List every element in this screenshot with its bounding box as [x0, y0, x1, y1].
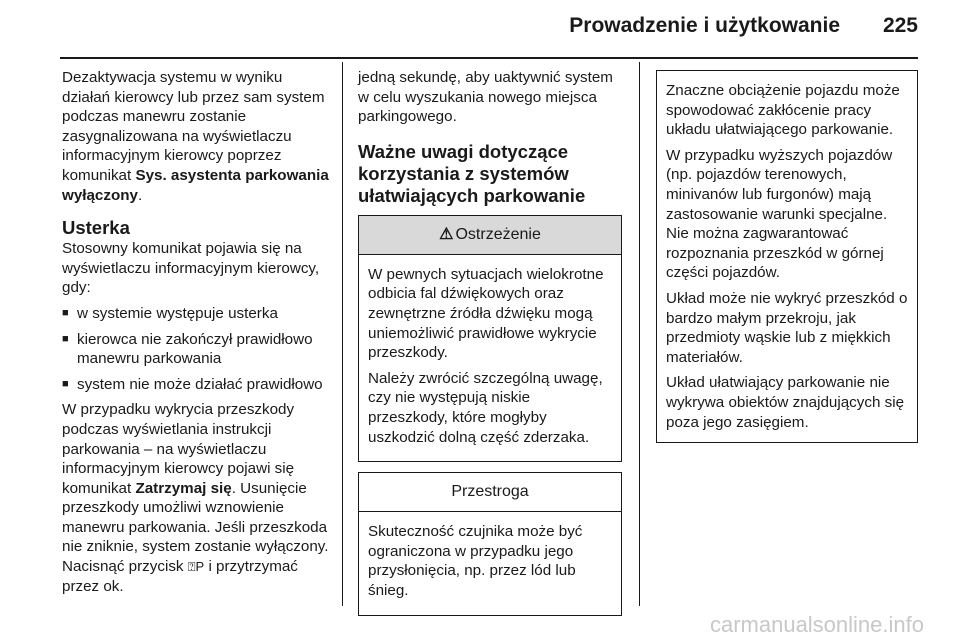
caution-continued-box: [656, 70, 918, 443]
obstacle-paragraph: W przypadku wykrycia przeszkody podczas wyświetlania instrukcji parkowania – na wyświetlaczu informacyjnym kierowcy pojawi się komunikat Zatrzymaj się. Usunięcie przeszkody umożliwi wznowienie manewru parkowania. Jeśli przeszkoda nie zniknie, system zostanie wyłączony. Nacisnąć przycisk ⍰P i przytrzymać przez ok.: [62, 401, 329, 595]
message-sys-asystenta: Sys. asystenta parkowania wyłączony: [62, 166, 329, 204]
page-number: 225: [882, 14, 918, 37]
caution-paragraph-1: Skuteczność czujnika może być ograniczona w przypadku jego przysłonięcia, np. przez lód lub śnieg.: [368, 523, 583, 599]
column-divider-2: [639, 62, 640, 606]
warning-icon: ⚠: [439, 225, 454, 243]
warning-box-body: [359, 255, 621, 461]
list-item: ■ w systemie występuje usterka: [62, 304, 330, 324]
header-divider: [60, 57, 918, 59]
heading-usterka: Usterka: [62, 217, 130, 239]
fault-paragraph: Stosowny komunikat pojawia się na wyświetlaczu informacyjnym kierowcy, gdy:: [62, 240, 320, 297]
caution-box-body: [359, 512, 621, 614]
spacer: [358, 462, 622, 472]
warning-paragraph-2: Należy zwrócić szczególną uwagę, czy nie występują niskie przeszkody, które mogłyby uszkodzić dolną część zderzaka.: [368, 369, 603, 446]
message-zatrzymaj: Zatrzymaj się: [135, 479, 232, 497]
warning-paragraph-1: W pewnych sytuacjach wielokrotne odbicia fal dźwiękowych oraz zewnętrzne źródła dźwięku mogą uniemożliwić prawidłowe wykrycie przeszkody.: [368, 265, 604, 362]
warning-box: [358, 215, 622, 462]
column-divider-1: [342, 62, 343, 606]
column-2: [358, 68, 622, 616]
page-title: Prowadzenie i użytkowanie: [569, 14, 840, 37]
list-item: ■ system nie może działać prawidłowo: [62, 375, 330, 395]
column-3: [656, 68, 918, 443]
caution-box: [358, 472, 622, 615]
caution-paragraph-3: W przypadku wyższych pojazdów (np. pojazdów terenowych, minivanów lub furgonów) mają zastosowanie warunki specjalne. Nie można zagwarantować rozpoznania przeszkód w górnej części pojazdów.: [666, 146, 893, 282]
fault-list: [62, 304, 330, 394]
heading-important-notes: Ważne uwagi dotyczące korzystania z systemów ułatwiających parkowanie: [358, 140, 586, 206]
continued-paragraph: jedną sekundę, aby uaktywnić system w celu wyszukania nowego miejsca parkingowego.: [358, 69, 613, 126]
caution-box-header: [359, 473, 621, 512]
watermark: carmanualsonline.info: [709, 612, 924, 637]
column-1: [62, 68, 330, 602]
caution-paragraph-4: Układ może nie wykryć przeszkód o bardzo małym przekroju, jak przedmioty wąskie lub z miękkich materiałów.: [666, 289, 908, 366]
warning-title: Ostrzeżenie: [455, 225, 541, 243]
caution-title: Przestroga: [451, 483, 529, 501]
warning-box-header: [359, 216, 621, 255]
list-item: ■ kierowca nie zakończył prawidłowo manewru parkowania: [62, 330, 330, 369]
caution-paragraph-5: Układ ułatwiający parkowanie nie wykrywa obiektów znajdujących się poza jego zasięgiem.: [666, 374, 905, 431]
caution-paragraph-2: Znaczne obciążenie pojazdu może spowodować zakłócenie pracy układu ułatwiającego parkowanie.: [666, 82, 900, 139]
intro-paragraph: Dezaktywacja systemu w wyniku działań kierowcy lub przez sam system podczas manewru zostanie zasygnalizowana na wyświetlaczu informacyjnym kierowcy poprzez komunikat Sys. asystenta parkowania wyłączony.: [62, 69, 329, 204]
parking-assist-icon: ⍰P: [187, 559, 205, 575]
